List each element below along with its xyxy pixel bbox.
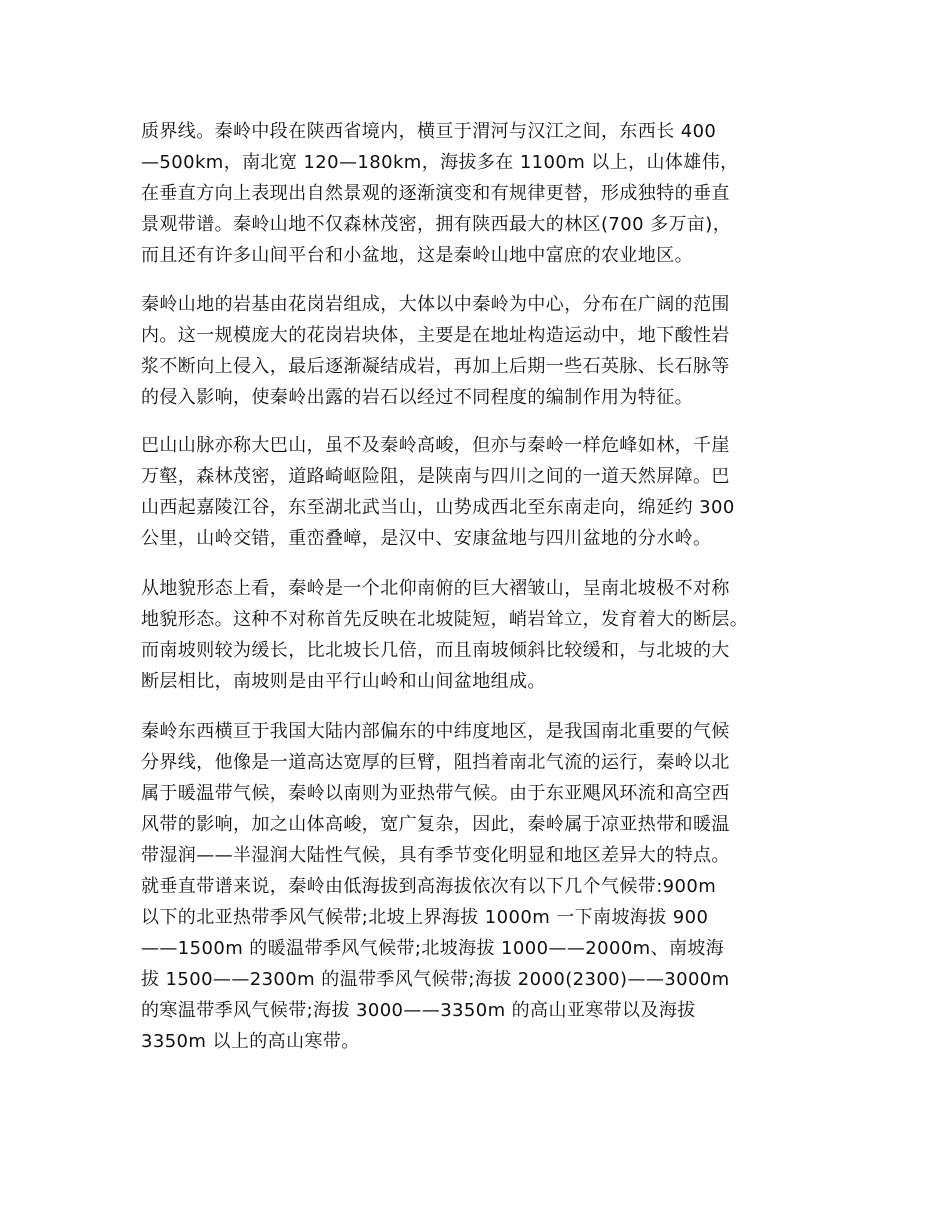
paragraph-landform: [141, 573, 841, 697]
text-line: 公里，山岭交错，重峦叠嶂，是汉中、安康盆地与四川盆地的分水岭。: [141, 528, 712, 549]
text-line: 地貌形态。这种不对称首先反映在北坡陡短，峭岩耸立，发育着大的断层。: [141, 609, 749, 630]
paragraph-bashan-mountains: [141, 430, 841, 554]
text-line: 山西起嘉陵江谷，东至湖北武当山，山势成西北至东南走向，绵延约 300: [141, 497, 735, 518]
text-line: 分界线，他像是一道高达宽厚的巨臂，阻挡着南北气流的运行，秦岭以北: [141, 752, 730, 773]
text-line: 秦岭东西横亘于我国大陆内部偏东的中纬度地区，是我国南北重要的气候: [141, 721, 730, 742]
text-line: 就垂直带谱来说，秦岭由低海拔到高海拔依次有以下几个气候带:900m: [141, 876, 717, 897]
text-line: 以下的北亚热带季风气候带;北坡上界海拔 1000m 一下南坡海拔 900: [141, 907, 709, 928]
text-line: 景观带谱。秦岭山地不仅森林茂密，拥有陕西最大的林区(700 多万亩)，: [141, 214, 732, 235]
text-line: 而且还有许多山间平台和小盆地，这是秦岭山地中富庶的农业地区。: [141, 245, 693, 266]
text-line: 3350m 以上的高山寒带。: [141, 1031, 360, 1052]
paragraph-qinling-middle-section: [141, 116, 841, 271]
text-line: 巴山山脉亦称大巴山，虽不及秦岭高峻，但亦与秦岭一样危峰如林，千崖: [141, 435, 730, 456]
text-line: 浆不断向上侵入，最后逐渐凝结成岩，再加上后期一些石英脉、长石脉等: [141, 356, 730, 377]
text-line: 的侵入影响，使秦岭出露的岩石以经过不同程度的编制作用为特征。: [141, 387, 693, 408]
text-line: 万壑，森林茂密，道路崎岖险阻，是陕南与四川之间的一道天然屏障。巴: [141, 466, 730, 487]
text-line: 内。这一规模庞大的花岗岩块体，主要是在地址构造运动中，地下酸性岩: [141, 325, 730, 346]
text-line: 拔 1500——2300m 的温带季风气候带;海拔 2000(2300)——3000m: [141, 969, 730, 990]
text-line: 质界线。秦岭中段在陕西省境内，横亘于渭河与汉江之间，东西长 400: [141, 121, 717, 142]
text-line: ——1500m 的暖温带季风气候带;北坡海拔 1000——2000m、南坡海: [141, 938, 725, 959]
text-line: 断层相比，南坡则是由平行山岭和山间盆地组成。: [141, 671, 546, 692]
text-line: 从地貌形态上看，秦岭是一个北仰南俯的巨大褶皱山，呈南北坡极不对称: [141, 578, 730, 599]
paragraph-granite-bedrock: [141, 289, 841, 413]
text-line: 在垂直方向上表现出自然景观的逐渐演变和有规律更替，形成独特的垂直: [141, 183, 730, 204]
text-line: —500km，南北宽 120—180km，海拔多在 1100m 以上，山体雄伟，: [141, 152, 739, 173]
text-line: 风带的影响，加之山体高峻，宽广复杂，因此，秦岭属于凉亚热带和暖温: [141, 814, 730, 835]
text-line: 而南坡则较为缓长，比北坡长几倍，而且南坡倾斜比较缓和，与北坡的大: [141, 640, 730, 661]
text-line: 秦岭山地的岩基由花岗岩组成，大体以中秦岭为中心，分布在广阔的范围: [141, 294, 730, 315]
text-line: 带湿润——半湿润大陆性气候，具有季节变化明显和地区差异大的特点。: [141, 845, 730, 866]
text-line: 属于暖温带气候，秦岭以南则为亚热带气候。由于东亚飓风环流和高空西: [141, 783, 730, 804]
text-line: 的寒温带季风气候带;海拔 3000——3350m 的高山亚寒带以及海拔: [141, 1000, 696, 1021]
paragraph-climate-zones: [141, 716, 841, 1057]
